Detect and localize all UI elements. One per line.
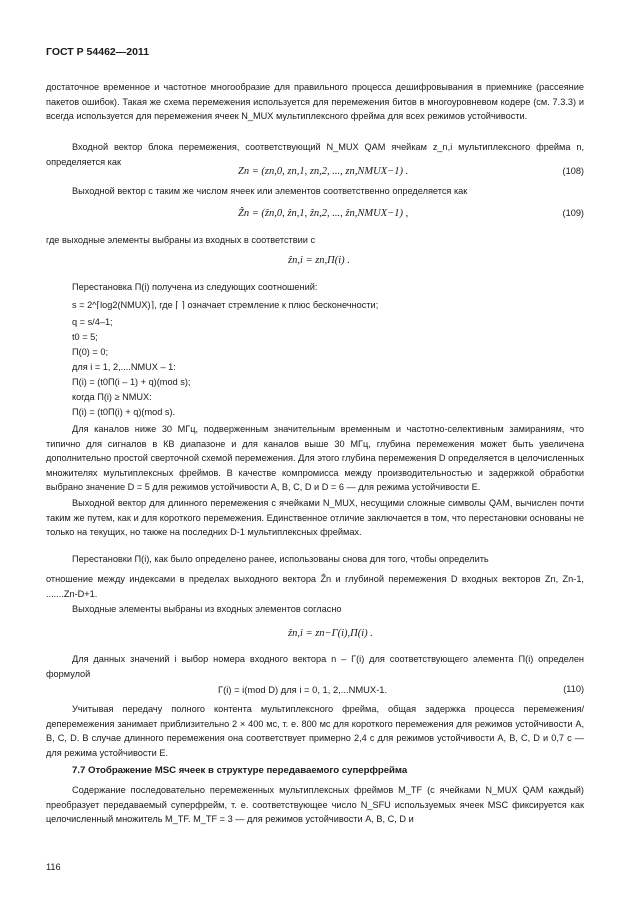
paragraph: Выходной вектор с таким же числом ячеек или элементов соответственно определяется как [72,186,468,196]
paragraph: Выходной вектор для длинного перемежения с ячейками N_MUX, несущими сложные символы QAM, вычислен почти таким же путем, как и для короткого перемежения. Единственное отличие заключается в том, что перестановки основаны не только на текущих, но также на последних D-1 мультиплексных фреймах. [46,498,584,538]
paragraph: отношение между индексами в пределах выходного вектора Ẑn и глубиной перемежения D входных векторов Zn, Zn-1, .......Zn-D+1. [46,574,584,599]
equation-selection-long: ẑn,i = zn−Γ(i),Π(i) . [288,628,373,639]
equation-109: Ẑn = (ẑn,0, ẑn,1, ẑn,2, ..., ẑn,NMUX−1) , [238,208,409,219]
permutation-line: Π(0) = 0; [72,347,108,357]
page-number: 116 [46,862,61,872]
permutation-line: s = 2^⌈log2(NMUX)⌉, где ⌈ ⌉ означает стремление к плюс бесконечности; [72,300,379,310]
section-heading: 7.7 Отображение MSC ячеек в структуре передаваемого суперфрейма [72,765,408,776]
paragraph: Содержание последовательно перемеженных мультиплексных фреймов M_TF (с ячейками N_MUX QAM каждый) преобразует передаваемый суперфрейм, т. е. соответствующее число N_SFU используемых ячеек MSC фиксируется как целочисленный множитель M_TF. M_TF = 3 — для режимов устойчивости A, B, C, D и [46,785,584,825]
equation-number: (110) [563,684,584,694]
equation-108: Zn = (zn,0, zn,1, zn,2, ..., zn,NMUX−1) . [238,166,409,177]
permutation-line: Π(i) = (t0Π(i) + q)(mod s). [72,407,176,417]
permutation-line: q = s/4–1; [72,317,113,327]
permutation-line: когда Π(i) ≥ NMUX: [72,392,152,402]
paragraph: Учитывая передачу полного контента мультиплексного фрейма, общая задержка процесса перемежения/деперемежения занимает приблизительно 2 × 400 мс, т. е. 800 мс для короткого перемежения для режимов устойчивости A, B, C, D. В случае длинного перемежения она соответствует примерно 2,4 с для режимов устойчивости A, B, C, D и 0,7 с — для режима устойчивости E. [46,704,584,758]
equation-110: Γ(i) = i(mod D) для i = 0, 1, 2,...NMUX-1. [218,684,388,695]
paragraph: Перестановки Π(i), как было определено ранее, использованы снова для того, чтобы определить [72,554,489,564]
paragraph: Выходные элементы выбраны из входных элементов согласно [72,604,342,614]
paragraph: Перестановка Π(i) получена из следующих соотношений: [72,282,318,292]
paragraph: где выходные элементы выбраны из входных в соответствии с [46,235,316,245]
permutation-line: Π(i) = (t0Π(i – 1) + q)(mod s); [72,377,191,387]
paragraph: Для каналов ниже 30 МГц, подверженным значительным временным и частотно-селективным замираниям, что типично для сигналов в КВ диапазоне и для каналов выше 30 МГц, глубина перемежения может быть увеличена дополнительно простой сверточной схемой перемежения. Для этого глубина перемежения D определяется в целочисленных множителях мультиплексных фреймов. В качестве компромисса между производительностью и задержкой обработки выбрано значение D = 5 для режимов устойчивости A, B, C, D и D = 6 — для режима устойчивости E. [46,424,584,493]
paragraph: Для данных значений i выбор номера входного вектора n – Γ(i) для соответствующего элемента Π(i) определен формулой [46,654,584,679]
permutation-line: для i = 1, 2,....NMUX – 1: [72,362,176,372]
paragraph: достаточное временное и частотное многообразие для правильного процесса дешифровывания в приемнике (рассеяние пакетов ошибок). Такая же схема перемежения используется для перемежения битов в многоуровневом кодере (см. 7.3.3) и всегда используется для перемежения ячеек N_MUX мультиплексного фрейма для всех режимов устойчивости. [46,82,584,122]
paragraph: Входной вектор блока перемежения, соответствующий N_MUX QAM ячейкам z_n,i мультиплексного фрейма n, определяется как [46,142,584,167]
document-header: ГОСТ Р 54462—2011 [46,46,150,58]
equation-number: (108) [562,166,584,176]
permutation-line: t0 = 5; [72,332,98,342]
equation-selection: ẑn,i = zn,Π(i) . [288,255,350,266]
equation-number: (109) [562,208,584,218]
